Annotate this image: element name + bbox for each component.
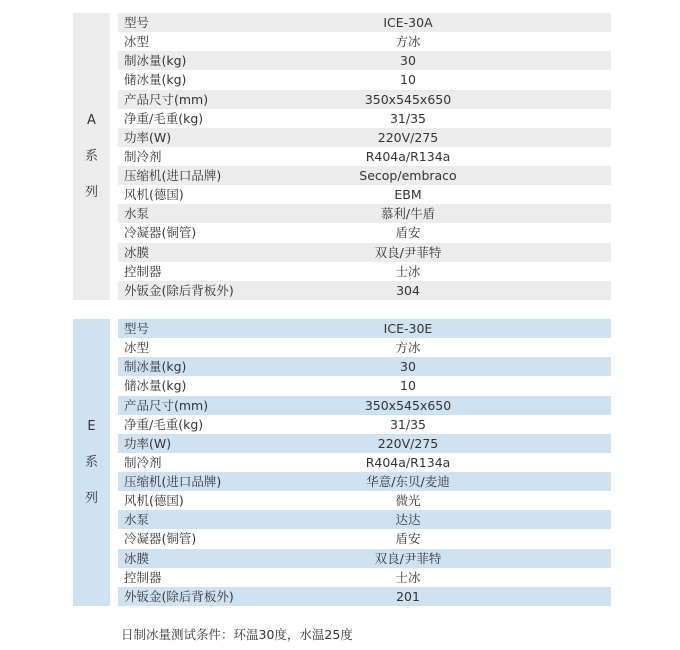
table-row: [118, 243, 611, 262]
spec-label: 制冷剂: [124, 454, 162, 470]
spec-label: 制冷剂: [124, 148, 162, 164]
table-row: [118, 281, 611, 300]
table-row: [118, 434, 611, 453]
table-row: [118, 529, 611, 548]
spec-value: 士冰: [395, 569, 421, 585]
spec-value: ICE-30A: [383, 15, 433, 30]
spec-label: 冷凝器(铜管): [124, 531, 197, 547]
spec-value: 10: [400, 378, 416, 394]
spec-value: 201: [396, 588, 420, 604]
series-a-label-char: A: [87, 112, 96, 128]
spec-label: 冰型: [124, 340, 150, 356]
series-e-spec-table: [73, 319, 611, 606]
table-row: [118, 510, 611, 529]
spec-value: 30: [400, 359, 416, 375]
spec-label: 功率(W): [124, 129, 172, 145]
test-conditions-note: 日制冰量测试条件：环温30度，水温25度: [121, 627, 353, 642]
spec-label: 外钣金(除后背板外): [124, 282, 234, 298]
spec-value: R404a/R134a: [365, 148, 451, 164]
table-row: [118, 357, 611, 376]
spec-value: 220V/275: [377, 129, 439, 145]
spec-value: 10: [400, 72, 416, 88]
spec-label: 制冰量(kg): [124, 53, 187, 69]
spec-value: 华意/东贝/麦迪: [366, 474, 450, 489]
spec-label: 制冰量(kg): [124, 359, 187, 375]
spec-label: 储冰量(kg): [124, 72, 187, 88]
spec-value: 31/35: [389, 110, 427, 126]
series-a-spec-table: [73, 13, 611, 300]
spec-value: 达达: [395, 512, 421, 528]
table-row: [118, 204, 611, 223]
series-a-label-char: 列: [84, 184, 98, 200]
spec-label: 水泵: [124, 512, 150, 528]
spec-value: 方冰: [395, 340, 421, 356]
series-a-rows: [118, 13, 611, 300]
series-e-label-char: 系: [84, 454, 98, 470]
table-row: [118, 319, 611, 338]
spec-label: 型号: [124, 321, 150, 336]
table-row: [118, 109, 611, 128]
table-row: [118, 587, 611, 606]
series-e-label: [73, 319, 110, 606]
table-row: [118, 338, 611, 357]
spec-label: 控制器: [124, 263, 162, 279]
spec-value: 盾安: [395, 531, 421, 547]
spec-value: 350x545x650: [364, 397, 452, 413]
table-row: [118, 568, 611, 587]
spec-label: 产品尺寸(mm): [124, 397, 209, 413]
table-row: [118, 262, 611, 281]
spec-value: Secop/embraco: [359, 168, 457, 183]
spec-value: 30: [400, 53, 416, 69]
series-a-label-char: 系: [84, 148, 98, 164]
table-row: [118, 472, 611, 491]
spec-label: 压缩机(进口品牌): [124, 168, 222, 183]
table-row: [118, 453, 611, 472]
table-row: [118, 13, 611, 32]
table-row: [118, 415, 611, 434]
spec-label: 冷凝器(铜管): [124, 225, 197, 241]
spec-value: 盾安: [395, 225, 421, 241]
spec-label: 控制器: [124, 569, 162, 585]
spec-value: 220V/275: [377, 435, 439, 451]
series-e-label-char: E: [87, 418, 96, 434]
spec-label: 储冰量(kg): [124, 378, 187, 394]
spec-value: 31/35: [389, 416, 427, 432]
spec-label: 水泵: [124, 206, 150, 222]
spec-value: 慕利/牛盾: [380, 206, 436, 222]
spec-label: 冰膜: [124, 550, 150, 566]
spec-value: 350x545x650: [364, 91, 452, 107]
spec-label: 净重/毛重(kg): [124, 416, 204, 432]
series-e-label-char: 列: [84, 490, 98, 506]
spec-label: 外钣金(除后背板外): [124, 588, 234, 604]
series-e-rows: [118, 319, 611, 606]
table-row: [118, 90, 611, 109]
spec-value: 微光: [395, 493, 421, 509]
spec-label: 冰膜: [124, 244, 150, 260]
spec-value: 304: [396, 282, 420, 298]
series-a-label: [73, 13, 110, 300]
spec-value: 双良/尹菲特: [374, 244, 442, 260]
table-row: [118, 223, 611, 242]
spec-value: 方冰: [395, 34, 421, 50]
table-row: [118, 128, 611, 147]
spec-label: 功率(W): [124, 435, 172, 451]
table-row: [118, 549, 611, 568]
table-row: [118, 396, 611, 415]
spec-label: 压缩机(进口品牌): [124, 474, 222, 489]
spec-label: 净重/毛重(kg): [124, 110, 204, 126]
table-row: [118, 32, 611, 51]
table-row: [118, 166, 611, 185]
table-row: [118, 147, 611, 166]
table-row: [118, 70, 611, 89]
table-row: [118, 185, 611, 204]
spec-label: 型号: [124, 15, 150, 30]
spec-label: 风机(德国): [124, 187, 184, 203]
table-row: [118, 376, 611, 395]
table-row: [118, 51, 611, 70]
spec-value: 士冰: [395, 263, 421, 279]
spec-value: R404a/R134a: [365, 454, 451, 470]
spec-label: 风机(德国): [124, 493, 184, 509]
spec-value: EBM: [394, 187, 422, 203]
spec-value: ICE-30E: [383, 321, 433, 336]
spec-value: 双良/尹菲特: [374, 550, 442, 566]
spec-label: 冰型: [124, 34, 150, 50]
spec-label: 产品尺寸(mm): [124, 91, 209, 107]
table-row: [118, 491, 611, 510]
